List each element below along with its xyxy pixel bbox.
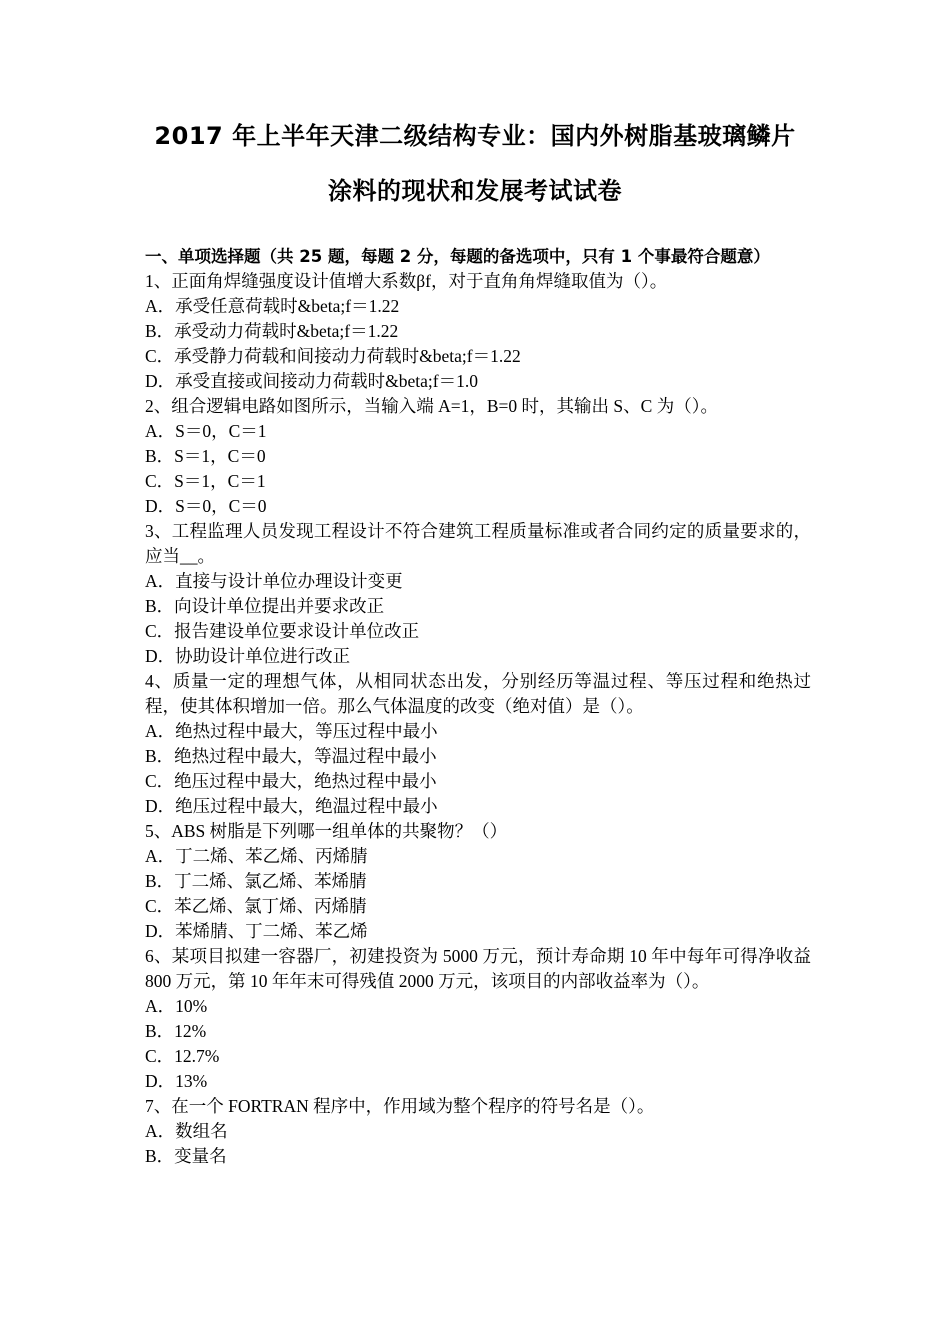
answer-option: D．13% [145,1071,208,1091]
answer-option: B．丁二烯、氯乙烯、苯烯腈 [145,871,367,891]
answer-option: D．绝压过程中最大，绝温过程中最小 [145,796,438,816]
answer-option: A．直接与设计单位办理设计变更 [145,571,403,591]
answer-option: D．苯烯腈、丁二烯、苯乙烯 [145,921,368,941]
question-stem: 6、某项目拟建一容器厂，初建投资为 5000 万元，预计寿命期 10 年中每年可得净收益 800 万元，第 10 年年末可得残值 2000 万元，该项目的内部收益率为（）。 [145,946,811,991]
question [145,944,811,1094]
answer-option: C．绝压过程中最大，绝热过程中最小 [145,771,437,791]
answer-option: A．S＝0，C＝1 [145,421,267,441]
answer-option: A．数组名 [145,1121,228,1141]
answer-option: C．12.7% [145,1046,220,1066]
question [145,519,811,669]
question-stem: 1、正面角焊缝强度设计值增大系数βf，对于直角角焊缝取值为（）。 [145,271,668,291]
title-line-1: 2017 年上半年天津二级结构专业：国内外树脂基玻璃鳞片 [154,122,796,150]
answer-option: A．丁二烯、苯乙烯、丙烯腈 [145,846,368,866]
question [145,1094,811,1169]
answer-option: B．绝热过程中最大，等温过程中最小 [145,746,437,766]
answer-option: A．绝热过程中最大，等压过程中最小 [145,721,438,741]
title-line-2: 涂料的现状和发展考试试卷 [328,177,622,205]
answer-option: C．S＝1，C＝1 [145,471,266,491]
question-stem: 5、ABS 树脂是下列哪一组单体的共聚物？（） [145,821,508,841]
answer-option: A．10% [145,996,208,1016]
answer-option: B．S＝1，C＝0 [145,446,266,466]
section-heading: 一、单项选择题（共 25 题，每题 2 分，每题的备选项中，只有 1 个事最符合题意） [145,247,770,266]
answer-option: C．报告建设单位要求设计单位改正 [145,621,420,641]
answer-option: D．协助设计单位进行改正 [145,646,351,666]
question [145,669,811,819]
question-stem: 4、质量一定的理想气体，从相同状态出发，分别经历等温过程、等压过程和绝热过程，使其体积增加一倍。那么气体温度的改变（绝对值）是（）。 [145,671,811,716]
answer-option: B．12% [145,1021,207,1041]
question-stem: 7、在一个 FORTRAN 程序中，作用域为整个程序的符号名是（）。 [145,1096,655,1116]
question [145,394,811,519]
answer-option: B．向设计单位提出并要求改正 [145,596,385,616]
document-body [145,244,811,1169]
question [145,819,811,944]
answer-option: D．承受直接或间接动力荷载时&beta;f＝1.0 [145,371,478,391]
answer-option: C．苯乙烯、氯丁烯、丙烯腈 [145,896,367,916]
question [145,269,811,394]
answer-option: A．承受任意荷载时&beta;f＝1.22 [145,296,400,316]
answer-option: B．变量名 [145,1146,227,1166]
document-title [0,114,950,216]
answer-option: B．承受动力荷载时&beta;f＝1.22 [145,321,399,341]
question-stem: 2、组合逻辑电路如图所示，当输入端 A=1，B=0 时，其输出 S、C 为（）。 [145,396,718,416]
answer-option: C．承受静力荷载和间接动力荷载时&beta;f＝1.22 [145,346,521,366]
answer-option: D．S＝0，C＝0 [145,496,267,516]
question-stem: 3、工程监理人员发现工程设计不符合建筑工程质量标准或者合同约定的质量要求的，应当__。 [145,521,811,566]
